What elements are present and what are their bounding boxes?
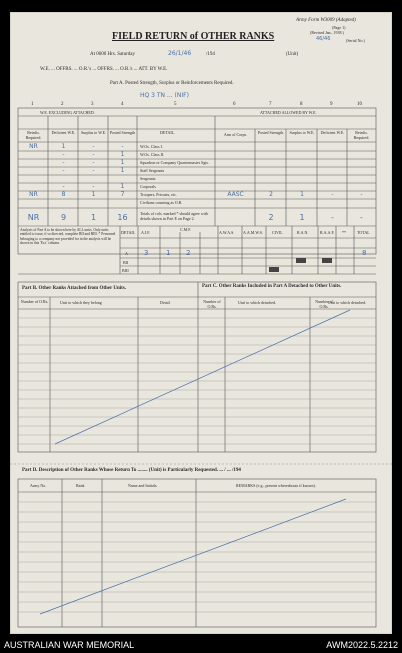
group-header-attached: ATTACHED ALLOWED BY W.E.: [260, 110, 317, 115]
col-num-2: 2: [61, 102, 64, 107]
part-b-title: Part B. Other Ranks Attached from Other Units.: [22, 286, 127, 291]
serial-label: (Serial No.): [346, 38, 365, 43]
cell-value: NR: [29, 143, 38, 150]
cell-value: 16: [117, 213, 128, 222]
year-label: /194: [206, 52, 215, 57]
we-officers-line: W.E. ... OFFRS. ... O.R.'s ... OFFRS. ... O.R.'s ... ATT. BY W.E.: [40, 67, 168, 72]
cell-value: 1: [120, 183, 125, 190]
footer-bar: [0, 637, 402, 653]
analysis-val-aif: 3: [144, 249, 149, 257]
cell-value: -: [92, 167, 95, 174]
col-num-9: 9: [330, 102, 333, 107]
cell-value: -: [62, 159, 65, 166]
serial-number-handwritten: 46/46: [316, 36, 331, 42]
part-c-col-unit-2: Unit to which detached.: [328, 300, 367, 305]
footer-credit: AUSTRALIAN WAR MEMORIAL: [4, 640, 135, 650]
cell-value: -: [121, 143, 124, 150]
group-header-we: W.E. EXCLUDING ATTACHED.: [40, 110, 95, 115]
detail-label: Squadron or Company Quartermaster Sgts.: [140, 160, 209, 165]
cell-value: 1: [120, 151, 125, 158]
col-num-10: 10: [357, 102, 362, 107]
redaction-block: [322, 258, 332, 263]
date-handwritten: 26/1/46: [168, 50, 192, 57]
cell-value: 7: [120, 191, 125, 198]
part-d-col-remarks: REMARKS (e.g., present whereabouts if known).: [236, 483, 316, 488]
cell-value: 1: [120, 159, 125, 166]
col-header-9: Deficient W.E.: [320, 130, 345, 135]
part-b-col-unit: Unit to which they belong: [60, 300, 102, 305]
cell-value: -: [331, 213, 334, 222]
part-d-col-army-no: Army No.: [30, 483, 47, 488]
part-c-col-number-2: Number of O.Rs.: [315, 299, 333, 309]
cell-value: -: [62, 151, 65, 158]
col-num-6: 6: [233, 102, 236, 107]
col-header-4: Posted Strength: [109, 130, 136, 135]
redaction-block: [296, 258, 306, 263]
cell-value: 1: [91, 191, 96, 198]
footer-accession: AWM2022.5.2212: [326, 640, 398, 650]
col-header-3: Surplus to W.E.: [80, 130, 107, 135]
revised-date: (Revised Jan., 1938.): [310, 30, 344, 35]
cell-value: 2: [268, 213, 274, 222]
col-num-1: 1: [31, 102, 34, 107]
cell-value: -: [360, 191, 363, 198]
analysis-val-cmf1: 1: [166, 249, 171, 257]
col-num-3: 3: [91, 102, 94, 107]
cell-value: 2: [269, 191, 273, 198]
analysis-val-total: 8: [362, 249, 367, 257]
analysis-label-aamws: A.A.M.W.S.: [243, 230, 263, 235]
cell-value: 1: [61, 143, 66, 150]
part-b-col-detail: Detail: [160, 300, 170, 305]
part-d-col-name: Name and Initials.: [128, 483, 158, 488]
detail-label: Troopers, Privates, etc.: [140, 192, 177, 197]
cell-value: -: [92, 151, 95, 158]
analysis-row-b: BII: [123, 260, 129, 265]
cell-value: 1: [300, 191, 304, 198]
detail-label: Civilians counting as O.R.: [140, 200, 183, 205]
detail-label: Totals of cols. marked * should agree with details shown in Part E on Page 2.: [140, 211, 208, 221]
analysis-label-aif: A.I.F.: [141, 230, 151, 235]
cell-value: 1: [120, 167, 125, 174]
form-grid: [10, 12, 392, 634]
part-d-col-rank: Rank: [76, 483, 85, 488]
analysis-val-cmf2: 2: [186, 249, 191, 257]
part-d-title: Part D. Description of Other Ranks Whose Return To ........ (Unit) is Particularly Requested. ... / ... /194: [22, 468, 241, 473]
cell-value: NR: [29, 191, 38, 198]
detail-label: W.Os. Class I.: [140, 144, 163, 149]
unit-handwritten: HQ 3 TN ... (NIF): [140, 92, 189, 99]
cell-value: 1: [90, 213, 97, 222]
col-header-8: Surplus to W.E.: [289, 130, 315, 135]
cell-value: -: [331, 191, 334, 198]
detail-label: Staff Sergeants: [140, 168, 165, 173]
col-num-5: 5: [174, 102, 177, 107]
page-indicator: (Page 1): [332, 25, 346, 30]
detail-label: Sergeants: [140, 176, 156, 181]
part-a-title: Part A. Posted Strength, Surplus or Reinforcements Required.: [110, 81, 234, 86]
form-number: Army Form W3009 (Adapted): [296, 18, 356, 23]
cell-value: -: [92, 183, 95, 190]
analysis-label-ext: **: [342, 230, 346, 235]
analysis-label-total: TOTAL: [357, 230, 370, 235]
redaction-block: [269, 267, 279, 272]
cell-value: 9: [60, 213, 67, 222]
part-c-col-unit-1: Unit to which detached.: [238, 300, 277, 305]
cell-value: AASC: [227, 191, 244, 198]
analysis-label-cmf: C.M.F.: [180, 227, 192, 232]
cell-value: 1: [299, 213, 305, 222]
unit-label: (Unit): [286, 52, 299, 57]
analysis-note: Analysis of Part A to be shown here by ALL units. Only units entitled to issue, if so directed, complete BII and BIII. * Personnel belonging to a company not provided for in the analysis will be shown in this 'Ext.' column.: [20, 228, 116, 246]
cell-value: -: [360, 213, 363, 222]
col-header-detail: DETAIL.: [160, 130, 176, 135]
cell-value: 8: [61, 191, 66, 198]
col-header-1: Reinfts. Required.: [25, 130, 42, 140]
form-title: FIELD RETURN of OTHER RANKS: [112, 31, 275, 42]
cell-value: -: [92, 159, 95, 166]
document-page: [10, 12, 392, 634]
analysis-row-a: A: [125, 251, 128, 256]
analysis-label-ran: R.A.N.: [297, 230, 309, 235]
detail-label: Corporals: [140, 184, 156, 189]
cell-value: -: [62, 183, 65, 190]
analysis-label-civil: CIVIL: [272, 230, 283, 235]
col-header-6: Arm of Corps.: [223, 132, 248, 137]
cell-value: -: [92, 143, 95, 150]
analysis-label-raaf: R.A.A.F.: [320, 230, 335, 235]
cell-value: -: [62, 167, 65, 174]
col-header-2: Deficient W.E.: [51, 130, 76, 135]
analysis-label-awas: A.W.A.S.: [219, 230, 235, 235]
detail-label: W.Os. Class II.: [140, 152, 165, 157]
part-c-title: Part C. Other Ranks Included in Part A Detached to Other Units.: [202, 284, 342, 289]
part-c-col-number: Number of O.Rs.: [203, 299, 221, 309]
col-header-10: Reinfts. Required.: [353, 130, 370, 140]
at-hours-text: At 0600 Hrs. Saturday: [90, 52, 135, 57]
part-b-col-number: Number of O.Rs.: [20, 299, 49, 304]
analysis-row-c: BIII: [122, 268, 129, 273]
cell-value: NR: [27, 213, 40, 222]
analysis-label-detail: DETAIL: [121, 230, 136, 235]
col-num-8: 8: [300, 102, 303, 107]
col-num-7: 7: [269, 102, 272, 107]
col-num-4: 4: [121, 102, 124, 107]
col-header-7: Posted Strength.: [257, 130, 285, 135]
